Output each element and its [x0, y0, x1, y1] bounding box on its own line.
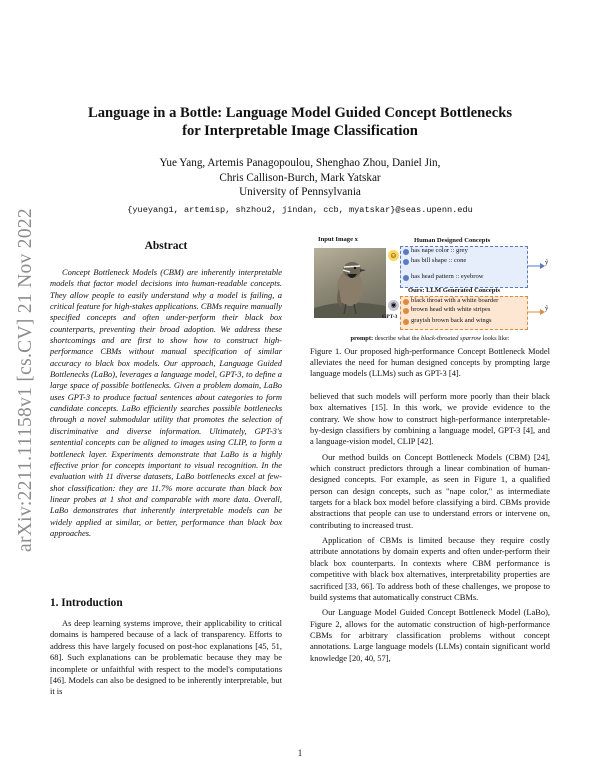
authors-line-2: Chris Callison-Burch, Mark Yatskar [219, 171, 381, 184]
llm-concept-2: brown head with white stripes [411, 306, 491, 313]
abstract-text: Concept Bottleneck Models (CBM) are inherently interpretable models that factor model decisions into human-readable concepts. They allow people to easily understand why a model is failing, a critical feature for high-stakes applications. CBMs require manually specified concepts and often under-perform their black box counterparts, preventing their broad adoption. We address these shortcomings and are first to show how to construct high-performance CBMs without manual specification of similar accuracy to black box models. Our approach, Language Guided Bottlenecks (LaBo), leverages a language model, GPT-3, to define a large space of possible bottlenecks. Given a problem domain, LaBo uses GPT-3 to produce factual sentences about categories to form candidate concepts. LaBo efficiently searches possible bottlenecks through a novel submodular utility that promotes the selection of discriminative and diverse information. Ultimately, GPT-3's sentential concepts can be aligned to images using CLIP, to form a bottleneck layer. Experiments demonstrate that LaBo is a highly effective prior for concepts important to visual recognition. In the evaluation with 11 diverse datasets, LaBo bottlenecks excel at few-shot classification: they are 11.7% more accurate than black box linear probes at 1 shot and comparable with more data. Overall, LaBo demonstrates that inherently interpretable models can be widely applied at similar, or better, performance than black box approaches. [50, 267, 282, 538]
human-concept-1: has nape color :: grey [411, 247, 468, 254]
paragraph: Our method builds on Concept Bottleneck Models (CBM) [24], which construct predictors through a linear combination of human-designed concepts. For example, as seen in Figure 1, a qualified person can design concepts, such as "nape color," as intermediate targets for a black box model before classifying a bird. CBMs provide abstractions that people can use to understand errors or intervene on, contributing to increased trust. [310, 451, 550, 530]
robot-icon: ◉ [388, 300, 399, 311]
intro-text: As deep learning systems improve, their applicability to critical domains is hampered because of a lack of transparency. Efforts to address this have largely focused on post-hoc explanations [45, 51, 68]. Such explanations can be problematic because they may be incomplete or unfaithful with respect to the model's computations [46]. Models can also be designed to be inherently interpretable, but it is [50, 618, 282, 697]
llm-concept-1: black throat with a white boarder [411, 297, 499, 304]
prompt-bird: black-throated sparrow [421, 335, 482, 342]
paper-title [60, 104, 540, 140]
y-hat-human: ŷ [545, 259, 549, 266]
paragraph: Our Language Model Guided Concept Bottleneck Model (LaBo), Figure 2, allows for the automatic construction of high-performance CBMs for arbitrary classification problems without concept annotations. Large language models (LLMs) contain significant world knowledge [20, 40, 57], [310, 607, 550, 663]
right-column-text [310, 391, 550, 668]
affiliation: University of Pennsylvania [239, 186, 361, 198]
prompt-suffix: looks like: [482, 335, 510, 342]
smiley-face-icon: ☺ [389, 251, 398, 260]
figure-prompt [310, 335, 550, 342]
arxiv-stamp-text: arXiv:2211.11158v1 [cs.CV] 21 Nov 2022 [15, 208, 36, 552]
human-concept-3: has head pattern :: eyebrow [411, 273, 484, 280]
llm-concept-3: grayish brown back and wings [411, 317, 492, 324]
human-concept-2: has bill shape :: cone [411, 257, 467, 264]
paragraph: Application of CBMs is limited because they require costly attribute annotations by domain experts and often under-perform their black box counterparts. In contexts where CBM performance is competitive with black box alternatives, interpretability properties are sacrificed [33, 66]. To address both of these challenges, we propose to build systems that automatically construct CBMs. [310, 535, 550, 602]
paragraph: believed that such models will perform more poorly than their black box alternatives [15]. In this work, we provide evidence to the contrary. We show how to construct high-performance interpretable-by-design classifiers by combining a language model, GPT-3 [4], and a language-vision model, CLIP [42]. [310, 391, 550, 447]
title-line-2: for Interpretable Image Classification [182, 123, 418, 139]
abstract-heading: Abstract [144, 240, 188, 252]
llm-concepts-header: Ours: LLM Generated Concepts [408, 287, 501, 294]
author-block [60, 156, 540, 200]
y-hat-llm: ŷ [545, 305, 549, 312]
figure-caption: Figure 1. Our proposed high-performance Concept Bottleneck Model alleviates the need for human designed concepts by prompting large language models (LLMs) such as GPT-3 [4]. [310, 346, 550, 379]
figure-arrows [310, 234, 550, 334]
figure-1 [310, 234, 550, 334]
intro-heading: 1. Introduction [50, 597, 123, 609]
human-concepts-header: Human Designed Concepts [414, 237, 491, 244]
gpt-label: GPT-3 [382, 314, 398, 320]
arxiv-stamp [14, 200, 38, 560]
author-emails: {yueyang1, artemisp, shzhou2, jindan, ccb, myatskar}@seas.upenn.edu [127, 205, 473, 215]
authors-line-1: Yue Yang, Artemis Panagopoulou, Shenghao Zhou, Daniel Jin, [159, 157, 441, 169]
page-number: 1 [297, 748, 303, 758]
prompt-text: describe what the [374, 335, 420, 342]
prompt-prefix: prompt: [350, 335, 374, 342]
input-image-label: Input Image x [318, 236, 358, 243]
title-line-1: Language in a Bottle: Language Model Guided Concept Bottlenecks [87, 105, 513, 121]
